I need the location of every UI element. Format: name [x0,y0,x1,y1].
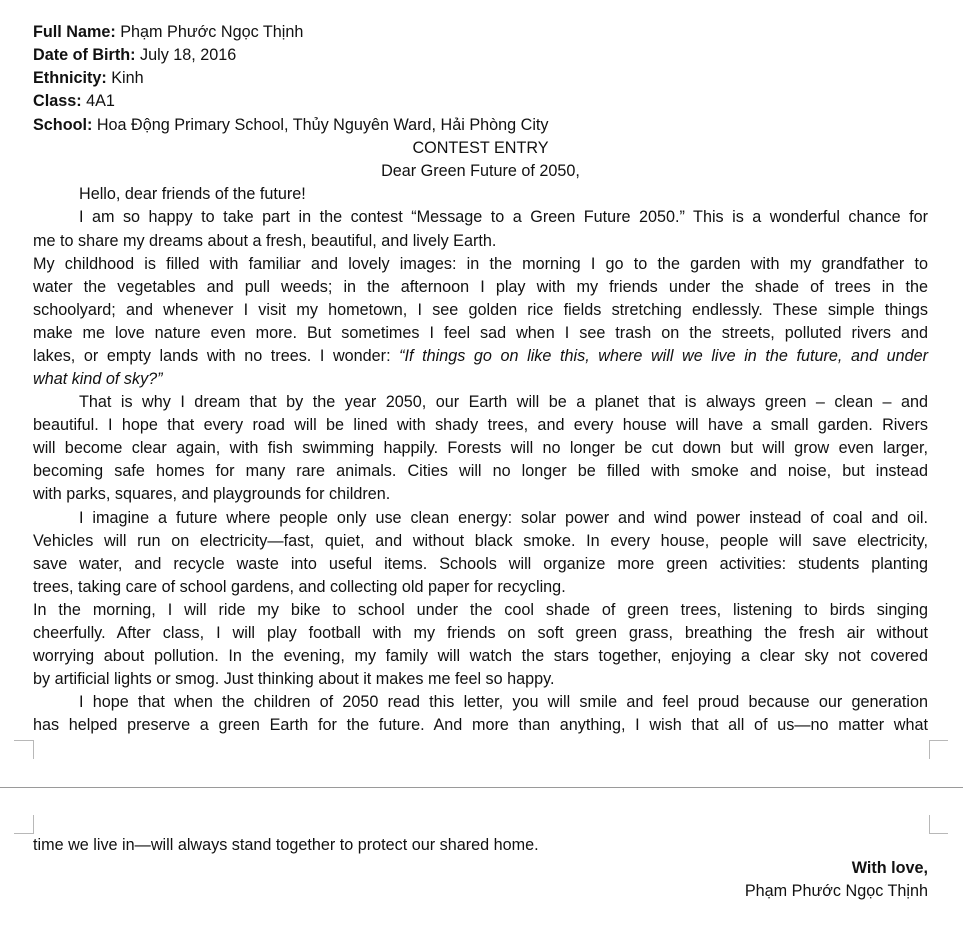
page-corner-mark [929,833,948,834]
page-corner-mark [929,740,930,759]
paragraph-line: has helped preserve a green Earth for the future. And more than anything, I wish that all of us—no matter what [33,716,928,734]
page-corner-mark [14,740,33,741]
paragraph-line: schoolyard; and whenever I visit my hometown, I see golden rice fields stretching endlessly. These simple things [33,301,928,319]
paragraph-line: beautiful. I hope that every road will be lined with shady trees, and every house will have a small garden. Rivers [33,416,928,434]
page-corner-mark [33,815,34,833]
paragraph-line [33,368,928,391]
page-corner-mark [33,740,34,759]
paragraph-line: water the vegetables and pull weeds; in the afternoon I play with my friends under the shade of trees in the [33,278,928,296]
paragraph-line: I hope that when the children of 2050 read this letter, you will smile and feel proud because our generation [79,693,928,711]
full-name-line [33,21,928,44]
paragraph-line: That is why I dream that by the year 2050, our Earth will be a planet that is always green – clean – and [79,393,928,411]
paragraph-line: will become clear again, with fish swimming happily. Forests will no longer be cut down but will grow even larger, [33,439,928,457]
full-name-label: Full Name: [33,23,116,41]
paragraph-line: cheerfully. After class, I will play football with my friends on soft green grass, breathing the fresh air without [33,624,928,642]
dob-line [33,44,928,67]
paragraph-line: make me love nature even more. But sometimes I feel sad when I see trash on the streets, polluted rivers and [33,324,928,342]
contest-heading: CONTEST ENTRY [412,139,549,157]
paragraph-line: worrying about pollution. In the evening, my family will watch the stars together, enjoying a clear sky not covered [33,647,928,665]
page-corner-mark [929,815,930,833]
school-line [33,114,928,137]
paragraph-line: me to share my dreams about a fresh, beautiful, and lively Earth. [33,232,497,250]
closing-text: With love, [851,859,928,877]
paragraph-line: trees, taking care of school gardens, and collecting old paper for recycling. [33,578,566,596]
wonder-text: lakes, or empty lands with no trees. I wonder: [33,347,400,365]
closing [33,857,928,880]
class-label: Class: [33,92,82,110]
page-corner-mark [929,740,948,741]
salutation: Dear Green Future of 2050, [381,162,580,180]
full-name-value: Phạm Phước Ngọc Thịnh [115,23,304,41]
paragraph-line: Vehicles will run on electricity—fast, quiet, and without black smoke. In every house, people will save electricity, [33,532,928,550]
school-label: School: [33,116,93,134]
paragraph-line: In the morning, I will ride my bike to school under the cool shade of green trees, listening to birds singing [33,601,928,619]
ethnicity-value: Kinh [106,69,144,87]
dob-value: July 18, 2016 [135,46,237,64]
page-break-line [0,787,963,788]
school-value: Hoa Động Primary School, Thủy Nguyên Ward, Hải Phòng City [92,116,549,134]
paragraph-line: Hello, dear friends of the future! [79,185,306,203]
paragraph-line: I imagine a future where people only use clean energy: solar power and wind power instead of coal and oil. [79,509,928,527]
wonder-quote: “If things go on like this, where will we live in the future, and under [399,347,928,365]
dob-label: Date of Birth: [33,46,136,64]
paragraph-line: with parks, squares, and playgrounds for children. [33,485,391,503]
ethnicity-line [33,67,928,90]
paragraph-line: time we live in—will always stand together to protect our shared home. [33,836,539,854]
paragraph-line: becoming safe homes for many rare animals. Cities will no longer be filled with smoke and noise, but instead [33,462,928,480]
paragraph-line: I am so happy to take part in the contest “Message to a Green Future 2050.” This is a wonderful chance for [79,208,928,226]
paragraph-line: by artificial lights or smog. Just thinking about it makes me feel so happy. [33,670,555,688]
class-value: 4A1 [81,92,115,110]
ethnicity-label: Ethnicity: [33,69,107,87]
signature: Phạm Phước Ngọc Thịnh [744,882,928,900]
paragraph-line: My childhood is filled with familiar and lovely images: in the morning I go to the garden with my grandfather to [33,255,928,273]
wonder-quote-end: what kind of sky?” [33,370,163,388]
page-corner-mark [14,833,34,834]
class-line [33,90,928,113]
paragraph-line [33,345,928,368]
paragraph-line: save water, and recycle waste into useful items. Schools will organize more green activities: students planting [33,555,928,573]
